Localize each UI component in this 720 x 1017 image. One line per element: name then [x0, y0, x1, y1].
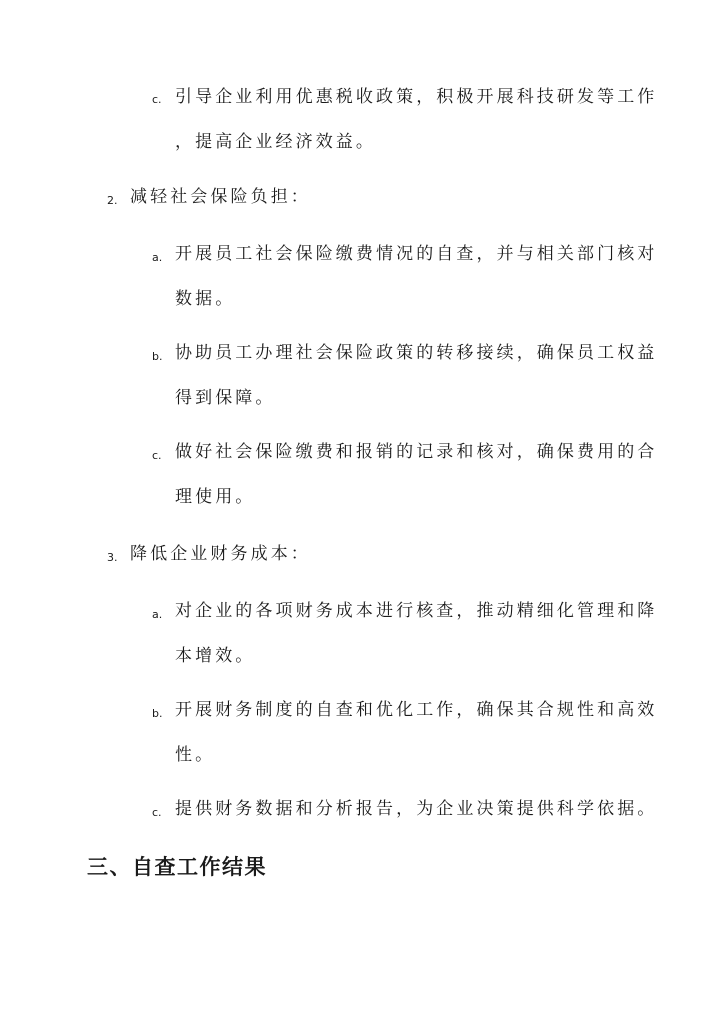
list-item-text: 做好社会保险缴费和报销的记录和核对，确保费用的合 [175, 442, 658, 462]
list-marker: b. [152, 350, 163, 363]
list-item-text: 理使用。 [175, 487, 256, 507]
list-item-title: 减轻社会保险负担： [130, 187, 311, 207]
list-item-text: 协助员工办理社会保险政策的转移接续，确保员工权益 [175, 343, 658, 363]
list-item-text: 引导企业利用优惠税收政策，积极开展科技研发等工作 [175, 87, 658, 107]
list-marker: c. [152, 806, 162, 819]
list-number: 2. [107, 194, 118, 207]
list-item-text: 性。 [175, 745, 216, 765]
list-item-title: 降低企业财务成本： [130, 544, 311, 564]
list-item-text: 开展员工社会保险缴费情况的自查，并与相关部门核对 [175, 244, 658, 264]
list-marker: a. [152, 251, 163, 264]
list-item-text: 得到保障。 [175, 388, 276, 408]
list-item-text: 对企业的各项财务成本进行核查，推动精细化管理和降 [175, 601, 658, 621]
list-item-text: 本增效。 [175, 646, 256, 666]
list-item-text: 开展财务制度的自查和优化工作，确保其合规性和高效 [175, 700, 658, 720]
list-item-text: ，提高企业经济效益。 [175, 132, 376, 152]
list-item-text: 提供财务数据和分析报告，为企业决策提供科学依据。 [175, 799, 658, 819]
list-marker: c. [152, 93, 162, 106]
list-item-text: 数据。 [175, 289, 236, 309]
list-marker: b. [152, 707, 163, 720]
list-marker: c. [152, 449, 162, 462]
list-number: 3. [107, 551, 118, 564]
list-marker: a. [152, 608, 163, 621]
section-heading: 三、自查工作结果 [87, 855, 267, 879]
